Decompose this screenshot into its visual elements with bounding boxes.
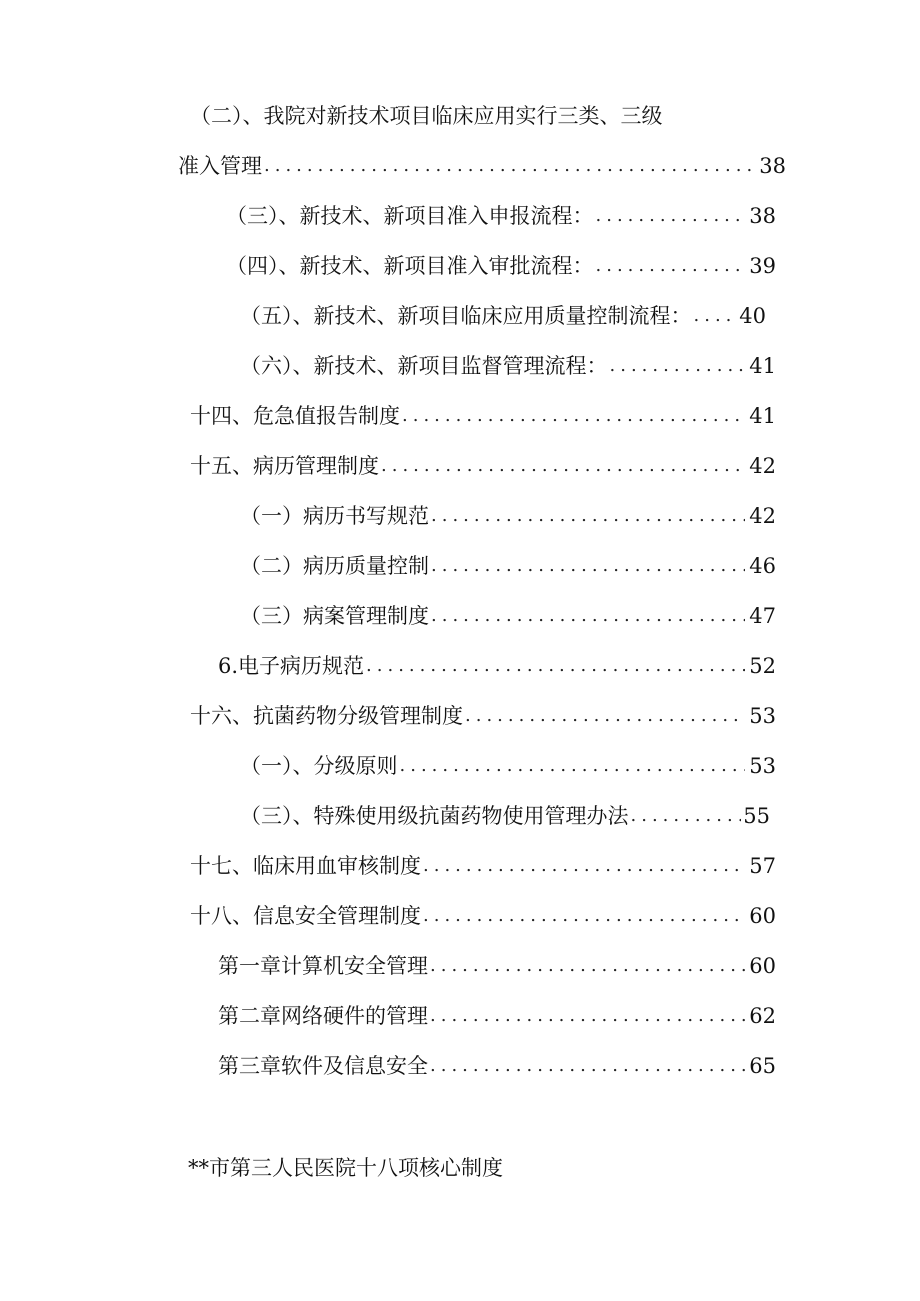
dot-leader (381, 451, 745, 481)
toc-entry-title: 6.电子病历规范 (218, 654, 365, 678)
toc-page-number: 46 (749, 554, 776, 578)
toc-page-number: 62 (749, 1004, 776, 1028)
toc-entry (240, 801, 770, 831)
dot-leader (402, 401, 745, 431)
toc-entry (240, 301, 766, 331)
dot-leader (431, 601, 745, 631)
dot-leader (430, 1051, 745, 1081)
dot-leader (430, 1001, 745, 1031)
toc-page-number: 52 (749, 654, 776, 678)
toc-entry-title: 第一章计算机安全管理 (218, 954, 428, 978)
dot-leader (631, 801, 742, 831)
toc-page-number: 39 (749, 254, 776, 278)
toc-entry-title: （三）、新技术、新项目准入申报流程： (226, 204, 594, 228)
dot-leader (431, 501, 745, 531)
toc-page-number: 60 (749, 904, 776, 928)
toc-entry (178, 151, 786, 181)
document-title: **市第三人民医院十八项核心制度 (188, 1156, 503, 1180)
dot-leader (264, 151, 755, 181)
toc-entry (190, 851, 776, 881)
toc-entry-title: 第三章软件及信息安全 (218, 1054, 428, 1078)
toc-entry-title: （二）、我院对新技术项目临床应用实行三类、三级 (190, 104, 663, 128)
toc-entry-title: （一）、分级原则 (240, 754, 398, 778)
toc-page-number: 42 (749, 504, 776, 528)
toc-entry (240, 351, 776, 381)
dot-leader (596, 201, 746, 231)
toc-entry (240, 551, 776, 581)
toc-page-number: 55 (743, 804, 770, 828)
toc-entry-heading (190, 101, 663, 131)
toc-page-number: 53 (749, 754, 776, 778)
toc-entry (240, 501, 776, 531)
toc-entry (190, 451, 776, 481)
dot-leader (431, 551, 745, 581)
toc-entry-title: 准入管理 (178, 154, 262, 178)
toc-page-number: 38 (749, 204, 776, 228)
toc-entry-title: 十五、病历管理制度 (190, 454, 379, 478)
toc-entry (226, 251, 776, 281)
toc-entry (240, 751, 776, 781)
toc-entry-title: 十六、抗菌药物分级管理制度 (190, 704, 463, 728)
toc-entry-title: （六）、新技术、新项目监督管理流程： (240, 354, 608, 378)
toc-page-number: 42 (749, 454, 776, 478)
dot-leader (423, 901, 745, 931)
dot-leader (366, 651, 745, 681)
toc-page-number: 57 (749, 854, 776, 878)
dot-leader (694, 301, 738, 331)
toc-entry-title: 十七、临床用血审核制度 (190, 854, 421, 878)
toc-page-number: 40 (739, 304, 766, 328)
toc-entry (218, 1051, 776, 1081)
toc-entry-title: （四）、新技术、新项目准入审批流程： (226, 254, 594, 278)
toc-entry-title: （一）病历书写规范 (240, 504, 429, 528)
toc-entry (226, 201, 776, 231)
toc-page-number: 41 (749, 404, 776, 428)
toc-entry-title: （二）病历质量控制 (240, 554, 429, 578)
toc-page-number: 38 (759, 154, 786, 178)
dot-leader (610, 351, 746, 381)
toc-entry (190, 701, 776, 731)
dot-leader (423, 851, 745, 881)
dot-leader (400, 751, 746, 781)
toc-page-number: 47 (749, 604, 776, 628)
toc-entry-title: （五）、新技术、新项目临床应用质量控制流程： (240, 304, 692, 328)
toc-page-number: 60 (749, 954, 776, 978)
toc-entry-title: 十八、信息安全管理制度 (190, 904, 421, 928)
dot-leader (430, 951, 745, 981)
toc-entry-title: （三）病案管理制度 (240, 604, 429, 628)
toc-entry (218, 651, 776, 681)
toc-page-number: 65 (749, 1054, 776, 1078)
toc-entry (190, 901, 776, 931)
dot-leader (596, 251, 746, 281)
toc-entry (218, 1001, 776, 1031)
toc-entry-title: 第二章网络硬件的管理 (218, 1004, 428, 1028)
toc-entry (240, 601, 776, 631)
toc-entry (218, 951, 776, 981)
toc-entry-title: 十四、危急值报告制度 (190, 404, 400, 428)
toc-entry-title: （三）、特殊使用级抗菌药物使用管理办法 (240, 804, 629, 828)
toc-entry (190, 401, 776, 431)
dot-leader (465, 701, 745, 731)
toc-page-number: 53 (749, 704, 776, 728)
toc-page-number: 41 (749, 354, 776, 378)
